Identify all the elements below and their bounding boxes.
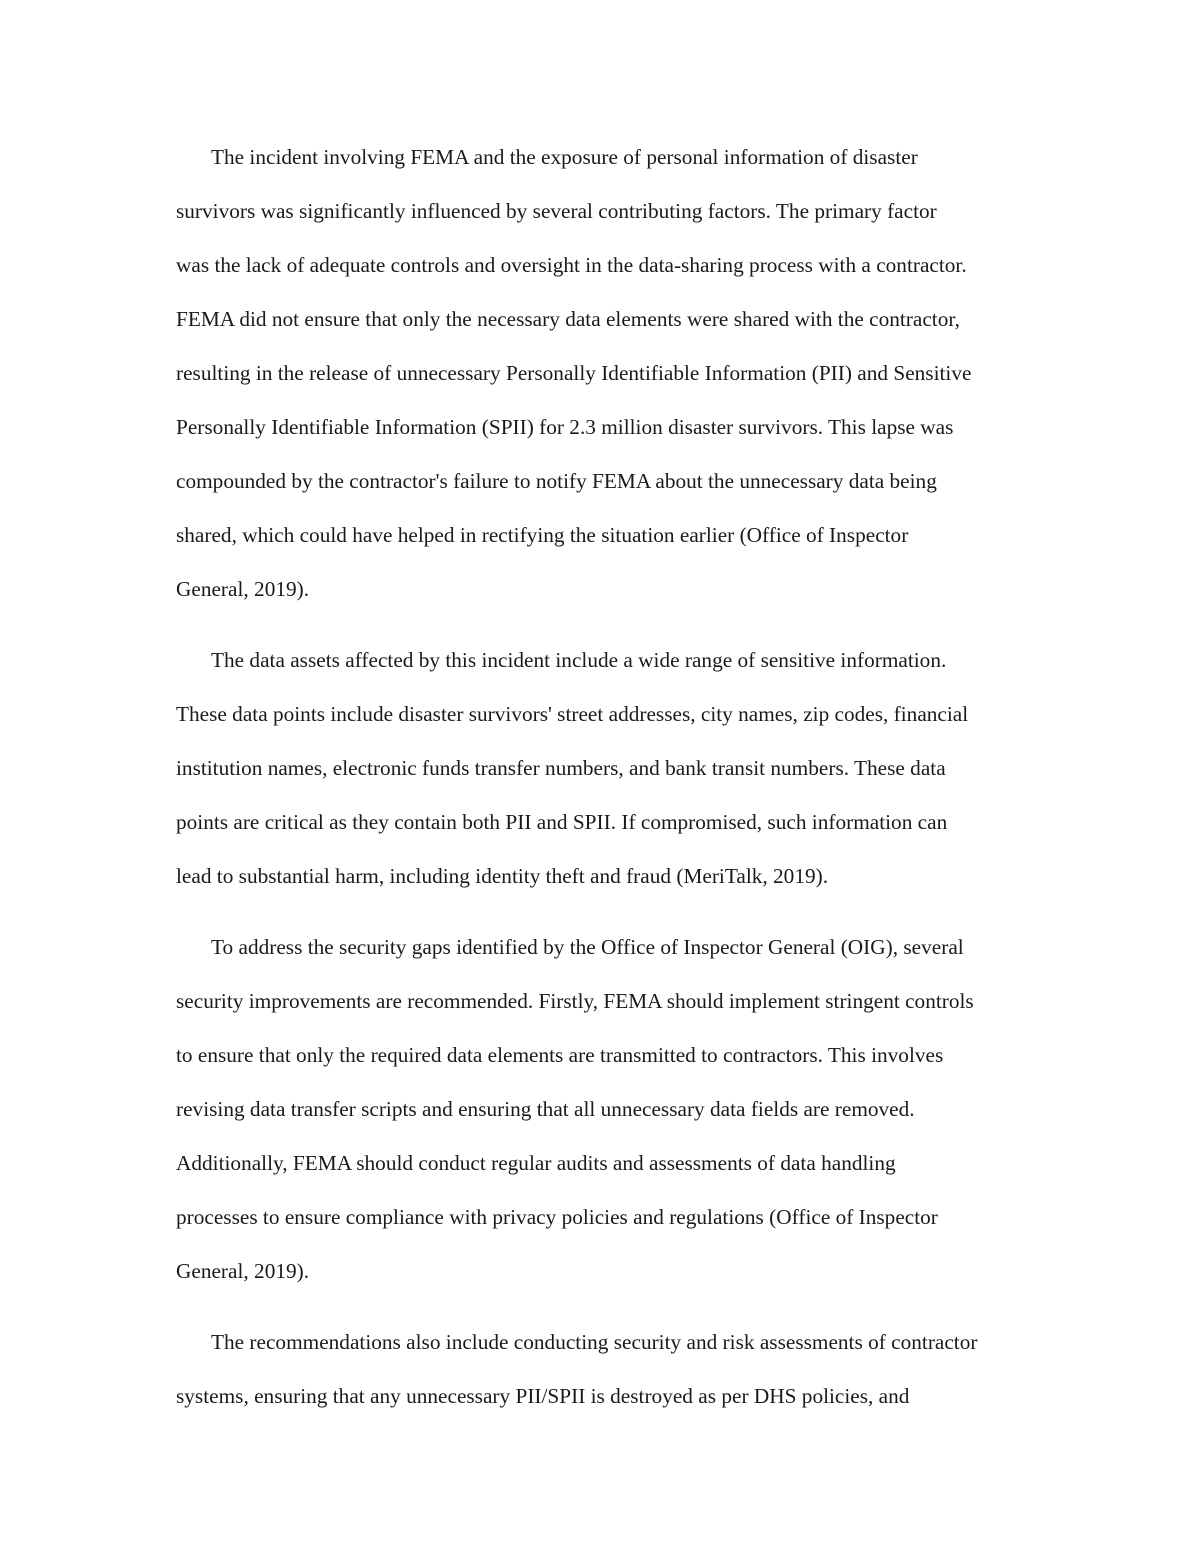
text-line: systems, ensuring that any unnecessary PII/SPII is destroyed as per DHS policies, and [176, 1384, 910, 1408]
text-line: The recommendations also include conducting security and risk assessments of contractor [211, 1330, 978, 1354]
text-line: to ensure that only the required data elements are transmitted to contractors. This involves [176, 1043, 944, 1067]
text-line: General, 2019). [176, 577, 310, 601]
text-line: points are critical as they contain both PII and SPII. If compromised, such information can [176, 810, 948, 834]
text-line: To address the security gaps identified by the Office of Inspector General (OIG), several [211, 935, 964, 959]
paragraph-recommendations [176, 1315, 1076, 1423]
text-line: The incident involving FEMA and the exposure of personal information of disaster [211, 145, 918, 169]
paragraph-data-assets [176, 633, 1076, 903]
text-line: lead to substantial harm, including identity theft and fraud (MeriTalk, 2019). [176, 864, 829, 888]
paragraph-security-improvements [176, 920, 1076, 1298]
text-line: institution names, electronic funds transfer numbers, and bank transit numbers. These data [176, 756, 946, 780]
paragraph-spacing [176, 1298, 1076, 1315]
text-line: revising data transfer scripts and ensuring that all unnecessary data fields are removed. [176, 1097, 915, 1121]
text-line: shared, which could have helped in rectifying the situation earlier (Office of Inspector [176, 523, 909, 547]
text-line: was the lack of adequate controls and oversight in the data-sharing process with a contractor. [176, 253, 967, 277]
text-line: FEMA did not ensure that only the necessary data elements were shared with the contractor, [176, 307, 960, 331]
document-body [176, 130, 1076, 1423]
text-line: General, 2019). [176, 1259, 310, 1283]
text-line: These data points include disaster survivors' street addresses, city names, zip codes, financial [176, 702, 969, 726]
text-line: security improvements are recommended. Firstly, FEMA should implement stringent controls [176, 989, 974, 1013]
text-line: compounded by the contractor's failure to notify FEMA about the unnecessary data being [176, 469, 937, 493]
text-line: The data assets affected by this incident include a wide range of sensitive information. [211, 648, 947, 672]
text-line: Personally Identifiable Information (SPII) for 2.3 million disaster survivors. This lapse was [176, 415, 954, 439]
text-line: survivors was significantly influenced by several contributing factors. The primary factor [176, 199, 937, 223]
paragraph-incident-factors [176, 130, 1076, 616]
paragraph-spacing [176, 903, 1076, 920]
text-line: Additionally, FEMA should conduct regular audits and assessments of data handling [176, 1151, 896, 1175]
paragraph-spacing [176, 616, 1076, 633]
text-line: processes to ensure compliance with privacy policies and regulations (Office of Inspector [176, 1205, 938, 1229]
text-line: resulting in the release of unnecessary Personally Identifiable Information (PII) and Sensitive [176, 361, 972, 385]
